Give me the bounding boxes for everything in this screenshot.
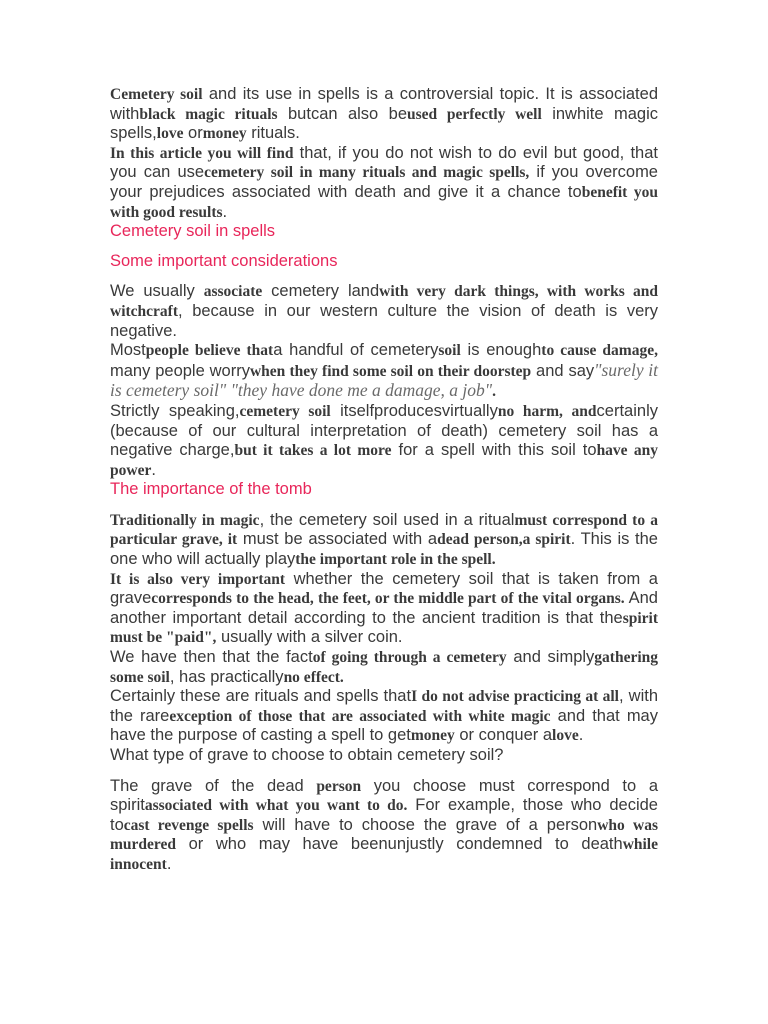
text-run: that, if you do not wish to do evil but good, that you can use: [110, 143, 658, 182]
text-run: with very dark things, with works and witchcraft: [110, 283, 659, 320]
text-run: must correspond to a particular grave, it: [110, 511, 658, 549]
text-run: must be associated with a: [237, 530, 438, 549]
text-run: And another important detail according to the ancient tradition is that the: [110, 589, 658, 627]
text-run: love: [156, 125, 184, 143]
text-run: Traditionally in magic: [110, 511, 260, 529]
text-run: white magic spells,: [110, 104, 658, 143]
text-run: love: [552, 727, 579, 745]
text-run: or who may have been: [176, 835, 388, 854]
text-run: , with the rare: [110, 687, 659, 725]
text-run: used perfectly well: [407, 105, 542, 123]
text-run: The grave of the dead: [110, 776, 317, 795]
text-run: cast revenge spells: [123, 816, 254, 834]
text-run: exception of those that are associated with white magic: [169, 707, 551, 725]
text-run: Most: [110, 341, 146, 360]
text-run: black magic rituals: [139, 105, 278, 123]
text-run: benefit you with good results: [110, 183, 659, 221]
text-run: and its use in spells is a controversial topic. It is associated with: [110, 85, 658, 123]
text-run: virtually: [441, 401, 498, 420]
heading-importance-of-tomb: The importance of the tomb: [110, 480, 312, 499]
paragraph-common-beliefs: [110, 341, 658, 402]
text-run: in: [541, 104, 566, 123]
text-run: "surely it is cemetery soil" "they have done me a damage, a job": [110, 359, 658, 401]
text-run: and that may have the purpose of casting a spell to get: [110, 706, 658, 745]
text-run: Certainly these are rituals and spells that: [110, 687, 412, 706]
text-run: person: [316, 777, 362, 795]
text-run: produces: [374, 401, 442, 420]
paragraph-also-important: [110, 570, 658, 648]
heading-cemetery-soil-in-spells: Cemetery soil in spells: [110, 222, 276, 241]
text-run: itself: [330, 401, 375, 420]
paragraph-dark-associations: [110, 282, 658, 341]
text-run: have any power: [110, 442, 658, 479]
text-run: but it takes a lot more: [234, 442, 392, 460]
text-run: people believe that: [145, 342, 274, 360]
text-run: certainly (because of our cultural interpretation of death) cemetery soil has a negative charge,: [110, 401, 658, 460]
text-run: .: [222, 202, 228, 221]
text-run: cemetery land: [262, 282, 380, 301]
text-run: Cemetery soil: [110, 86, 203, 103]
text-run: a spirit: [522, 531, 571, 549]
text-run: spirit must be "paid",: [110, 609, 658, 647]
paragraph-certainly: [110, 687, 658, 746]
text-run: whether the cemetery soil that is taken from a grave: [110, 569, 658, 608]
text-run: or: [183, 124, 203, 143]
text-run: and simply: [506, 648, 595, 667]
paragraph-grave-choice: [110, 777, 658, 875]
question-heading: What type of grave to choose to obtain cemetery soil?: [110, 746, 504, 764]
text-run: For example, those who decide to: [110, 796, 658, 834]
article-body: [110, 85, 658, 875]
text-run: cemetery soil: [239, 402, 331, 420]
text-run: , the cemetery soil used in a ritual: [259, 510, 515, 529]
text-run: or conquer a: [454, 726, 553, 745]
text-run: no effect.: [283, 668, 344, 686]
text-run: soil: [438, 342, 461, 360]
text-run: I do not advise practicing at all: [411, 688, 619, 706]
text-run: rituals.: [246, 124, 300, 143]
text-run: but: [277, 104, 311, 123]
text-run: when they find some soil on their doorstep: [249, 362, 532, 380]
text-run: corresponds to the head, the feet, or the middle part of the vital organs.: [151, 590, 625, 608]
text-run: money: [202, 125, 247, 143]
text-run: you choose must correspond to a spirit: [110, 776, 658, 815]
text-run: money: [410, 727, 455, 745]
text-run: for a spell with this soil to: [391, 441, 597, 460]
text-run: can also be: [310, 104, 408, 123]
text-run: and say: [531, 361, 595, 380]
paragraph-we-have-then: [110, 648, 658, 687]
text-run: . This is the one who will actually play: [110, 530, 658, 569]
text-run: associate: [203, 283, 263, 301]
text-run: no harm, and: [497, 402, 597, 420]
text-run: .: [492, 383, 497, 401]
text-run: .: [578, 726, 584, 745]
text-run: who was murdered: [110, 816, 658, 854]
paragraph-intro: [110, 85, 658, 144]
text-run: .: [151, 460, 156, 479]
text-run: gathering some soil: [110, 649, 659, 686]
text-run: is enough: [460, 341, 542, 360]
text-run: will have to choose the grave of a person: [253, 815, 598, 834]
text-run: Strictly speaking,: [110, 401, 240, 420]
text-run: many people worry: [110, 361, 250, 380]
text-run: to cause damage,: [541, 342, 658, 360]
text-run: unjustly condemned to death: [387, 835, 623, 854]
text-run: dead person,: [437, 531, 523, 549]
text-run: associated with what you want to do.: [144, 797, 408, 815]
text-run: , has practically: [169, 667, 284, 686]
text-run: of going through a cemetery: [312, 649, 507, 667]
text-run: the important role in the spell.: [295, 551, 496, 569]
text-run: a handful of cemetery: [273, 341, 439, 360]
paragraph-traditionally: [110, 511, 658, 570]
paragraph-article-scope: [110, 144, 658, 222]
text-run: .: [166, 854, 172, 873]
paragraph-strictly-speaking: [110, 402, 658, 480]
text-run: while innocent: [110, 836, 658, 873]
text-run: We have then that the fact: [110, 648, 313, 667]
text-run: , because in our western culture the vision of death is very negative.: [110, 301, 658, 340]
text-run: usually with a silver coin.: [216, 628, 403, 647]
text-run: cemetery soil in many rituals and magic spells,: [204, 164, 530, 182]
text-run: It is also very important: [110, 570, 286, 588]
text-run: We usually: [110, 282, 204, 301]
text-run: if you overcome your prejudices associated with death and give it a chance to: [110, 163, 658, 201]
heading-important-considerations: Some important considerations: [110, 251, 338, 270]
text-run: In this article you will find: [110, 144, 294, 162]
